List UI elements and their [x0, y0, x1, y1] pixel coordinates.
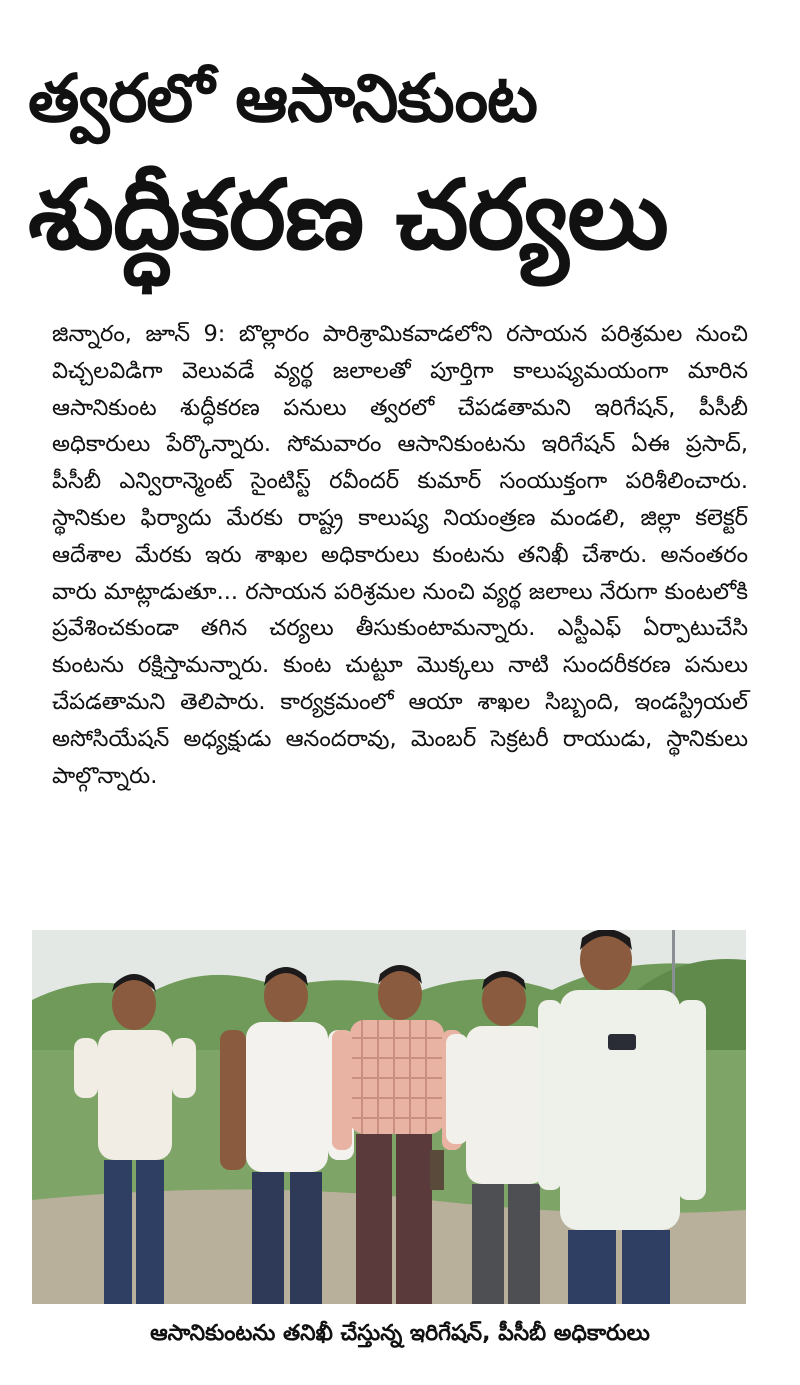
news-photo — [32, 930, 746, 1304]
article-body: జిన్నారం, జూన్ 9: బొల్లారం పారిశ్రామికవాడలోని రసాయన పరిశ్రమల నుంచి విచ్చలవిడిగా వెలువడే వ్యర్థ జలాలతో పూర్తిగా కాలుష్యమయంగా మారిన ఆసానికుంట శుద్ధీకరణ పనులు త్వరలో చేపడతామని ఇరిగేషన్, పీసీబీ అధికారులు పేర్కొన్నారు. సోమవారం ఆసానికుంటను ఇరిగేషన్ ఏఈ ప్రసాద్, పీసీబీ ఎన్విరాన్మెంట్ సైంటిస్ట్ రవీందర్ కుమార్ సంయుక్తంగా పరిశీలించారు. స్థానికుల ఫిర్యాదు మేరకు రాష్ట్ర కాలుష్య నియంత్రణ మండలి, జిల్లా కలెక్టర్ ఆదేశాల మేరకు ఇరు శాఖల అధికారులు కుంటను తనిఖీ చేశారు. అనంతరం వారు మాట్లాడుతూ... రసాయన పరిశ్రమల నుంచి వ్యర్థ జలాలు నేరుగా కుంటలోకి ప్రవేశించకుండా తగిన చర్యలు తీసుకుంటామన్నారు. ఎస్టీఎఫ్ ఏర్పాటుచేసి కుంటను రక్షిస్తామన్నారు. కుంట చుట్టూ మొక్కలు నాటి సుందరీకరణ పనులు చేపడతామని తెలిపారు. కార్యక్రమంలో ఆయా శాఖల సిబ్బంది, ఇండస్ట్రియల్ అసోసియేషన్ అధ్యక్షుడు ఆనందరావు, మెంబర్ సెక్రటరీ రాయుడు, స్థానికులు పాల్గొన్నారు. — [52, 321, 748, 789]
officials-photo — [32, 930, 746, 1304]
headline-line-1: త్వరలో ఆసానికుంట — [28, 60, 537, 137]
photo-caption: ఆసానికుంటను తనిఖీ చేస్తున్న ఇరిగేషన్, పీసీబీ అధికారులు — [150, 1321, 650, 1346]
headline-line-2: శుద్ధీకరణ చర్యలు — [28, 159, 668, 271]
